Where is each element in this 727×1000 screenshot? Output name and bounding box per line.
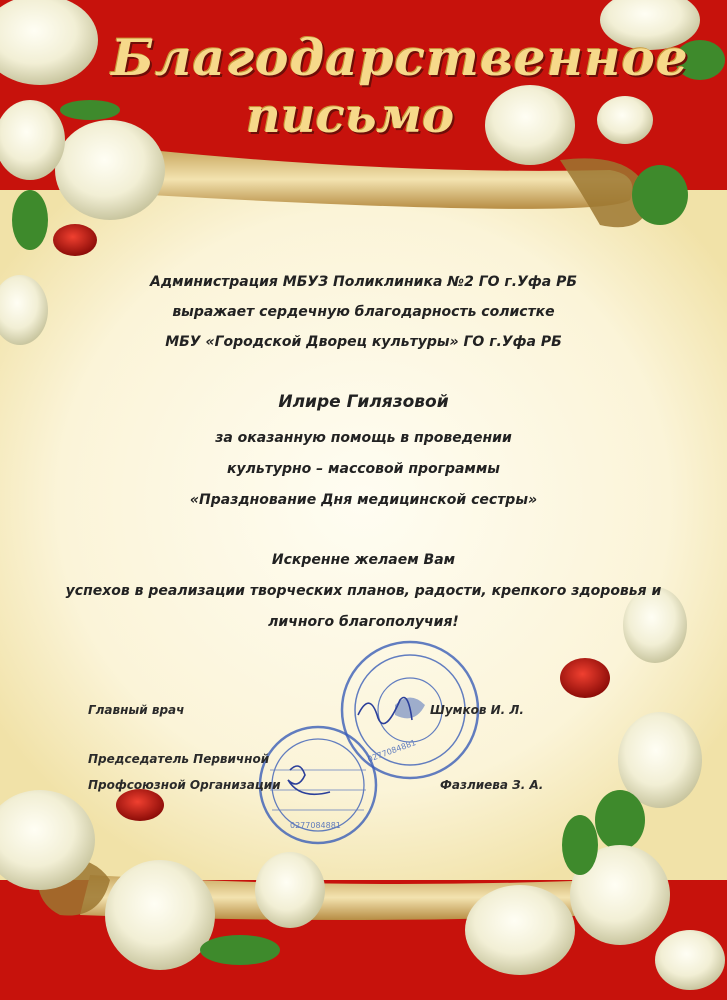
title-line-2: письмо <box>245 88 455 144</box>
intro-line-3: МБУ «Городской Дворец культуры» ГО г.Уфа РБ <box>165 334 562 350</box>
reason-line-2: культурно – массовой программы <box>227 461 500 477</box>
union-name: Фазлиева З. А. <box>440 778 544 792</box>
union-role-line-2: Профсоюзной Организации <box>88 778 281 792</box>
stamp-1-number: 0277084881 <box>366 738 418 764</box>
wishes-line-3: личного благополучия! <box>268 614 459 630</box>
union-role-line-1: Председатель Первичной <box>88 752 270 766</box>
reason-line-1: за оказанную помощь в проведении <box>215 430 512 446</box>
reason-line-3: «Празднование Дня медицинской сестры» <box>189 492 538 508</box>
intro-line-2: выражает сердечную благодарность солистке <box>172 304 555 320</box>
wishes-line-1: Искренне желаем Вам <box>271 552 456 568</box>
chief-role: Главный врач <box>88 703 185 717</box>
recipient-name: Илире Гилязовой <box>278 392 449 412</box>
intro-line-1: Администрация МБУЗ Поликлиника №2 ГО г.Уфа РБ <box>149 274 578 290</box>
wishes-line-2: успехов в реализации творческих планов, радости, крепкого здоровья и <box>65 583 662 599</box>
stamp-2-number: 0277084881 <box>290 821 341 830</box>
chief-name: Шумков И. Л. <box>430 703 524 717</box>
title-line-1: Благодарственное <box>111 28 689 87</box>
